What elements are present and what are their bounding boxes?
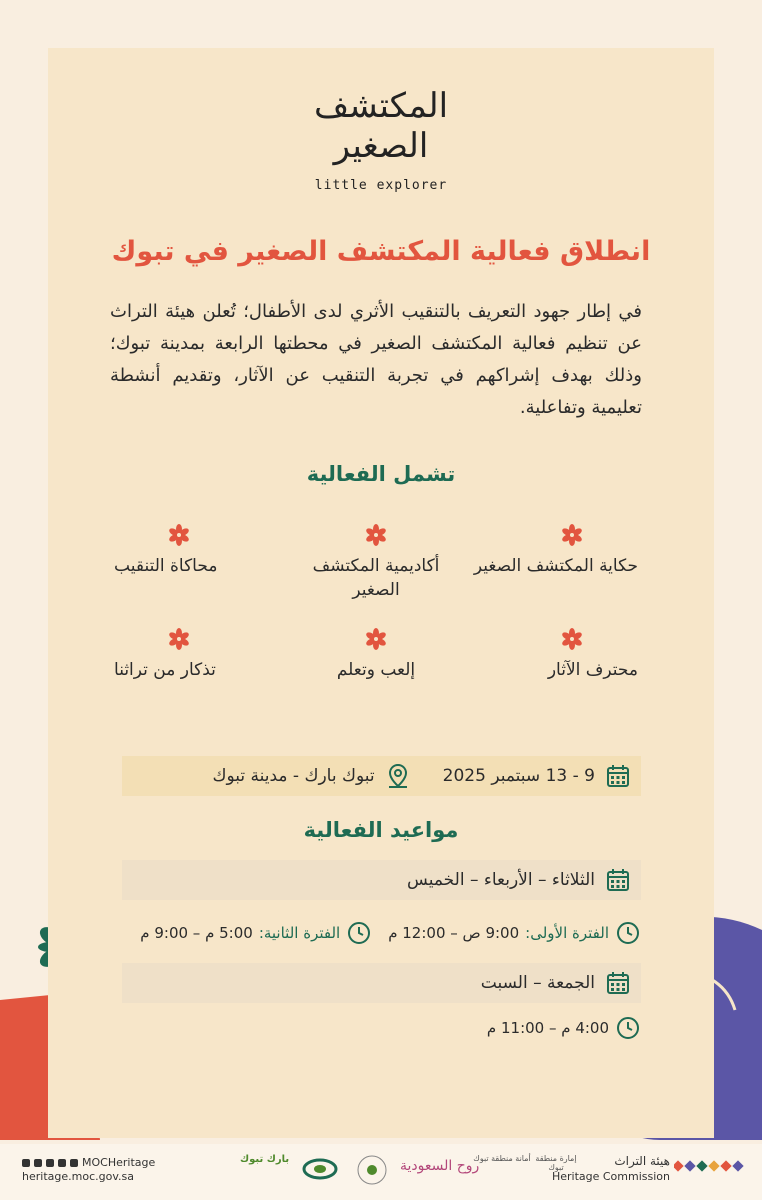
- partner-logo: روح السعودية: [400, 1158, 480, 1174]
- footer-contact: [22, 1156, 155, 1184]
- feature-item: [465, 524, 642, 602]
- social-handle[interactable]: MOCHeritage: [82, 1156, 156, 1169]
- weekdays-bar: [122, 860, 641, 900]
- flower-icon: [561, 524, 583, 546]
- event-location: تبوك بارك - مدينة تبوك: [212, 766, 375, 786]
- features-grid: [110, 524, 642, 682]
- feature-item: [110, 628, 287, 682]
- logo-line-2: الصغير: [333, 126, 429, 166]
- partner-emblem-icon: [300, 1154, 340, 1184]
- flower-icon: [168, 628, 190, 650]
- weekend-time: 4:00 م – 11:00 م: [486, 1019, 609, 1037]
- social-row: [22, 1156, 155, 1170]
- x-icon[interactable]: [22, 1159, 30, 1167]
- partner-circle-icon: [356, 1154, 388, 1186]
- weekdays-label: الثلاثاء – الأربعاء – الخميس: [407, 870, 595, 890]
- partner-logo: [356, 1154, 388, 1189]
- feature-label: أكاديمية المكتشف الصغير: [312, 556, 440, 600]
- clock-icon: [615, 920, 641, 946]
- intro-paragraph: في إطار جهود التعريف بالتنقيب الأثري لدى الأطفال؛ تُعلن هيئة التراث عن تنظيم فعالية المكتشف الصغير في محطتها الرابعة بمدينة تبوك؛ وذلك بهدف إشراكهم في تجربة التنقيب عن الآثار، وتقديم أنشطة تعليمية وتفاعلية.: [110, 301, 642, 418]
- logo-arabic: [0, 86, 762, 166]
- feature-label: محاكاة التنقيب: [114, 556, 218, 576]
- feature-item: [110, 524, 287, 602]
- weekend-bar: [122, 963, 641, 1003]
- partner-logo: إمارة منطقة تبوك: [535, 1154, 577, 1172]
- commission-pattern-icon: [674, 1158, 744, 1180]
- flower-icon: [561, 628, 583, 650]
- features-title: تشمل الفعالية: [306, 462, 456, 486]
- schedule-title: مواعيد الفعالية: [303, 818, 459, 842]
- flower-icon: [365, 524, 387, 546]
- event-dates: 9 - 13 سبتمبر 2025: [442, 766, 595, 786]
- period-2-label: الفترة الثانية:: [258, 924, 341, 942]
- headline: انطلاق فعالية المكتشف الصغير في تبوك: [111, 236, 651, 267]
- feature-item: [287, 628, 464, 682]
- tiktok-icon[interactable]: [46, 1159, 54, 1167]
- location-pin-icon: [385, 763, 411, 789]
- footer: [0, 1144, 762, 1200]
- partner-logo: أمانة منطقة تبوك: [473, 1154, 531, 1163]
- logo-line-1: المكتشف: [313, 86, 449, 126]
- snapchat-icon[interactable]: [70, 1159, 78, 1167]
- weekday-times: [122, 920, 641, 946]
- partner-logo: [300, 1154, 340, 1187]
- instagram-icon[interactable]: [34, 1159, 42, 1167]
- weekend-times: [122, 1015, 641, 1041]
- calendar-icon: [605, 763, 631, 789]
- feature-label: حكاية المكتشف الصغير: [473, 556, 638, 576]
- website-link[interactable]: heritage.moc.gov.sa: [22, 1170, 134, 1183]
- feature-item: [465, 628, 642, 682]
- feature-label: إلعب وتعلم: [336, 660, 416, 680]
- clock-icon: [615, 1015, 641, 1041]
- partner-logo: بارك تبوك: [240, 1154, 290, 1165]
- flower-icon: [365, 628, 387, 650]
- calendar-icon: [605, 867, 631, 893]
- calendar-icon: [605, 970, 631, 996]
- period-1-time: 9:00 ص – 12:00 م: [388, 924, 520, 942]
- period-2-time: 5:00 م – 9:00 م: [140, 924, 253, 942]
- weekend-label: الجمعة – السبت: [480, 973, 595, 993]
- logo-english: little explorer: [314, 178, 448, 193]
- commission-name-ar: هيئة التراث: [614, 1154, 670, 1168]
- feature-label: محترف الآثار: [547, 660, 638, 680]
- clock-icon: [346, 920, 372, 946]
- flower-icon: [168, 524, 190, 546]
- feature-item: [287, 524, 464, 602]
- feature-label: تذكار من تراثنا: [114, 660, 216, 680]
- period-1-label: الفترة الأولى:: [525, 924, 609, 942]
- youtube-icon[interactable]: [58, 1159, 66, 1167]
- event-info-bar: [122, 756, 641, 796]
- commission-name-en: Heritage Commission: [551, 1170, 670, 1183]
